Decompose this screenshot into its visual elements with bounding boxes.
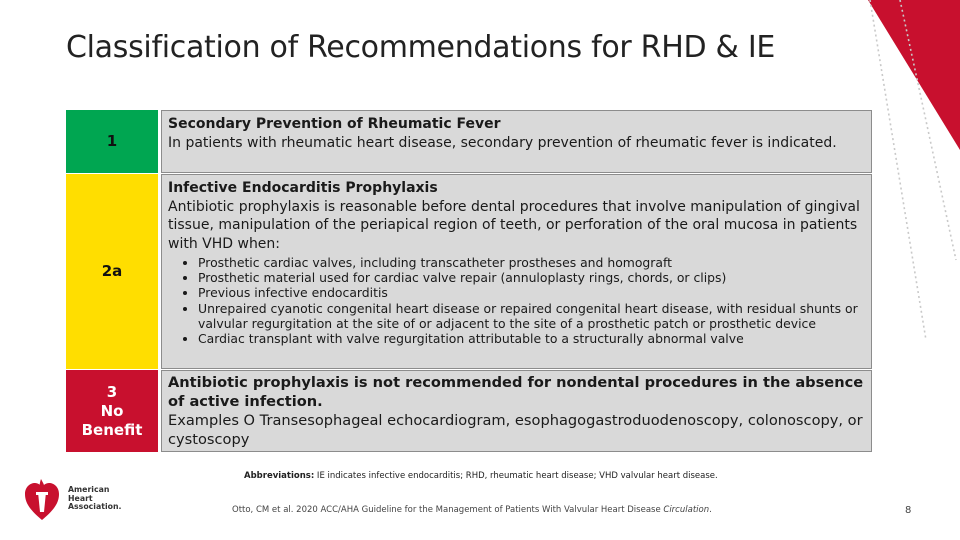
list-item: • Unrepaired cyanotic congenital heart disease or repaired congenital heart disease, with residual shunts or valvular regurgitation at the site of or adjacent to the site of a prosthetic patch or prosthetic device xyxy=(198,301,865,331)
list-item: • Prosthetic material used for cardiac valve repair (annuloplasty rings, chords, or clips) xyxy=(198,270,865,285)
class-3-benefit: Benefit xyxy=(81,420,143,439)
secondary-prevention-heading: Secondary Prevention of Rheumatic Fever xyxy=(168,116,501,132)
logo-line-3: Association. xyxy=(68,502,122,512)
aha-logo xyxy=(24,476,122,522)
class-3-no: No xyxy=(100,401,124,420)
abbreviations-text: IE indicates infective endocarditis; RHD, rheumatic heart disease; VHD valvular heart disease. xyxy=(314,471,718,481)
citation xyxy=(232,505,712,515)
secondary-prevention-text: In patients with rheumatic heart disease, secondary prevention of rheumatic fever is indicated. xyxy=(168,134,837,151)
ie-prophylaxis-bullets xyxy=(168,255,865,346)
class-1-cell: 1 xyxy=(66,110,158,173)
logo-line-2: Heart xyxy=(68,493,93,503)
logo-wordmark xyxy=(68,486,122,512)
no-benefit-statement: Antibiotic prophylaxis is not recommended for nondental procedures in the absence of active infection. xyxy=(168,374,864,410)
ie-prophylaxis-heading: Infective Endocarditis Prophylaxis xyxy=(168,180,438,196)
list-item: • Prosthetic cardiac valves, including transcatheter prostheses and homograft xyxy=(198,255,865,270)
page-number: 8 xyxy=(905,505,912,516)
citation-journal: Circulation xyxy=(663,505,710,515)
class-2a-cell: 2a xyxy=(66,174,158,369)
list-item: • Cardiac transplant with valve regurgitation attributable to a structurally abnormal valve xyxy=(198,331,865,346)
ie-prophylaxis-text: Antibiotic prophylaxis is reasonable before dental procedures that involve manipulation of gingival tissue, manipulation of the periapical region of teeth, or perforation of the oral mucosa in patients with VHD when: xyxy=(168,198,860,252)
slide-title: Classification of Recommendations for RHD & IE xyxy=(66,30,776,65)
no-benefit-examples: Examples O Transesophageal echocardiogram, esophagogastroduodenoscopy, colonoscopy, or cystoscopy xyxy=(168,412,863,448)
citation-end: . xyxy=(709,505,712,515)
class-1-text-cell xyxy=(161,110,872,173)
class-3-number: 3 xyxy=(106,382,118,401)
class-2a-text-cell xyxy=(161,174,872,369)
logo-line-1: American xyxy=(68,485,110,495)
abbreviations-note xyxy=(244,471,718,481)
citation-main: Otto, CM et al. 2020 ACC/AHA Guideline for the Management of Patients With Valvular Heart Disease xyxy=(232,505,664,515)
list-item: • Previous infective endocarditis xyxy=(198,285,865,300)
class-3-text-cell xyxy=(161,370,872,452)
abbreviations-label: Abbreviations: xyxy=(244,471,315,481)
table-row-class-3 xyxy=(66,370,872,452)
table-row-class-1 xyxy=(66,110,872,173)
class-3-cell xyxy=(66,370,158,452)
heart-torch-icon xyxy=(24,476,60,522)
table-row-class-2a xyxy=(66,174,872,369)
